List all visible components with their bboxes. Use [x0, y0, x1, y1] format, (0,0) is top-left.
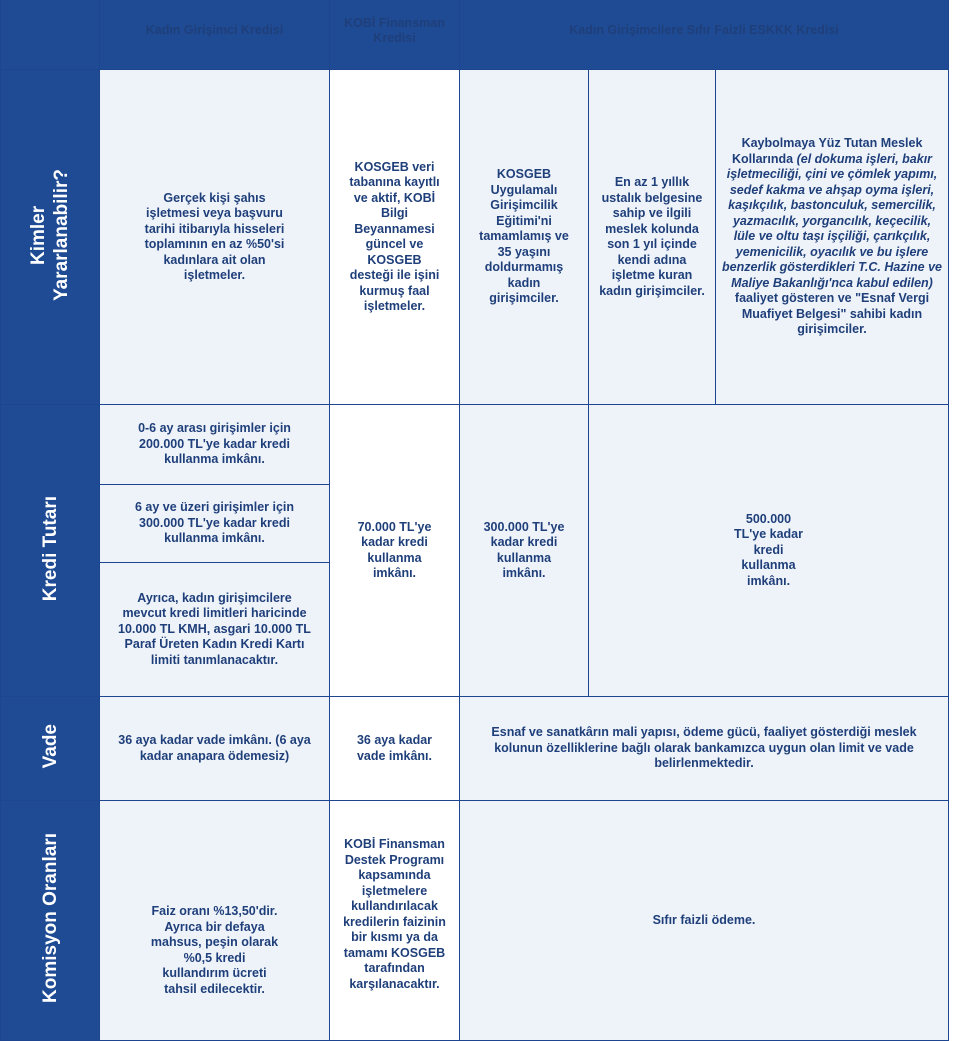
- row-tutar-1: [1, 405, 949, 485]
- row-label-tutar: [1, 405, 100, 697]
- kimler-eskkk-b-cell: En az 1 yıllık ustalık belgesine sahip ve ilgili meslek kolunda son 1 yıl içinde kendi adına işletme kuran kadın girişimciler.: [589, 70, 716, 405]
- vade-eskkk-cell: Esnaf ve sanatkârın mali yapısı, ödeme gücü, faaliyet gösterdiği meslek kolunun özelliklerine bağlı olarak bankamızca uygun olan limit ve vade belirlenmektedir.: [460, 697, 949, 801]
- tutar-kadin-cell-2: 6 ay ve üzeri girişimler için 300.000 TL'ye kadar kredi kullanma imkânı.: [100, 485, 330, 563]
- row-komisyon: [1, 801, 949, 1041]
- komisyon-kadin-cell: Faiz oranı %13,50'dir. Ayrıca bir defaya mahsus, peşin olarak %0,5 kredi kullandırım ücreti tahsil edilecektir.: [100, 801, 330, 1041]
- tutar-kobi-cell: 70.000 TL'ye kadar kredi kullanma imkânı.: [330, 405, 460, 697]
- vade-kobi-cell: 36 aya kadar vade imkânı.: [330, 697, 460, 801]
- row-label-komisyon: [1, 801, 100, 1041]
- row-label-vade: [1, 697, 100, 801]
- header-eskkk-kredisi: Kadın Girişimcilere Sıfır Faizli ESKKK Kredisi: [460, 0, 949, 70]
- kimler-eskkk-c-cell: [716, 70, 949, 405]
- komisyon-kobi-cell: KOBİ Finansman Destek Programı kapsamında işletmelere kullandırılacak kredilerin faizinin bir kısmı ya da tamamı KOSGEB tarafından karşılanacaktır.: [330, 801, 460, 1041]
- row-label-kimler-text: Kimler Yararlanabilir?: [28, 168, 72, 301]
- header-corner: [1, 0, 100, 70]
- header-kadin-girisimci-kredisi: Kadın Girişimci Kredisi: [100, 0, 330, 70]
- tutar-kadin-cell-3: Ayrıca, kadın girişimcilere mevcut kredi limitleri haricinde 10.000 TL KMH, asgari 10.000 TL Paraf Üreten Kadın Kredi Kartı limiti tanımlanacaktır.: [100, 563, 330, 697]
- row-label-kimler: [1, 70, 100, 405]
- vade-kadin-cell: 36 aya kadar vade imkânı. (6 aya kadar anapara ödemesiz): [100, 697, 330, 801]
- row-vade: [1, 697, 949, 801]
- kimler-eskkk-c-outro: faaliyet gösteren ve "Esnaf Vergi Muafiyet Belgesi" sahibi kadın girişimciler.: [734, 291, 930, 337]
- komisyon-eskkk-cell: Sıfır faizli ödeme.: [460, 801, 949, 1041]
- kimler-kadin-cell: Gerçek kişi şahıs işletmesi veya başvuru tarihi itibarıyla hisseleri toplamının en az %50'si kadınlara ait olan işletmeler.: [100, 70, 330, 405]
- tutar-kadin-cell-1: 0-6 ay arası girişimler için 200.000 TL'ye kadar kredi kullanma imkânı.: [100, 405, 330, 485]
- tutar-eskkk-a-cell: 300.000 TL'ye kadar kredi kullanma imkânı.: [460, 405, 589, 697]
- kimler-eskkk-c-intro: Kaybolmaya Yüz Tutan Meslek Kollarında: [731, 136, 923, 166]
- tutar-eskkk-bc-cell: 500.000 TL'ye kadar kredi kullanma imkânı.: [589, 405, 949, 697]
- kimler-eskkk-c-italic: (el dokuma işleri, bakır işletmeciliği, çini ve çömlek yapımı, sedef kakma ve ahşap oyma işleri, kaşıkçılık, bastonculuk, semercilik, yazmacılık, yorgancılık, keçecilik, lüle ve oltu taşı işçiliği, çarıkçılık, yemenicilik, oyacılık ve bu işlere benzerlik gösterdikleri T.C. Hazine ve Maliye Bakanlığı'nca kabul edilen): [722, 151, 942, 290]
- kimler-eskkk-a-cell: KOSGEB Uygulamalı Girişimcilik Eğitimi'ni tamamlamış ve 35 yaşını doldurmamış kadın girişimciler.: [460, 70, 589, 405]
- row-label-vade-text: Vade: [39, 724, 61, 769]
- kimler-kobi-cell: KOSGEB veri tabanına kayıtlı ve aktif, KOBİ Bilgi Beyannamesi güncel ve KOSGEB desteği ile işini kurmuş faal işletmeler.: [330, 70, 460, 405]
- header-kobi-finansman-kredisi: KOBİ Finansman Kredisi: [330, 0, 460, 70]
- header-row: [1, 0, 949, 70]
- row-label-tutar-text: Kredi Tutarı: [39, 495, 61, 601]
- row-label-komisyon-text: Komisyon Oranları: [39, 833, 61, 1004]
- row-kimler: [1, 70, 949, 405]
